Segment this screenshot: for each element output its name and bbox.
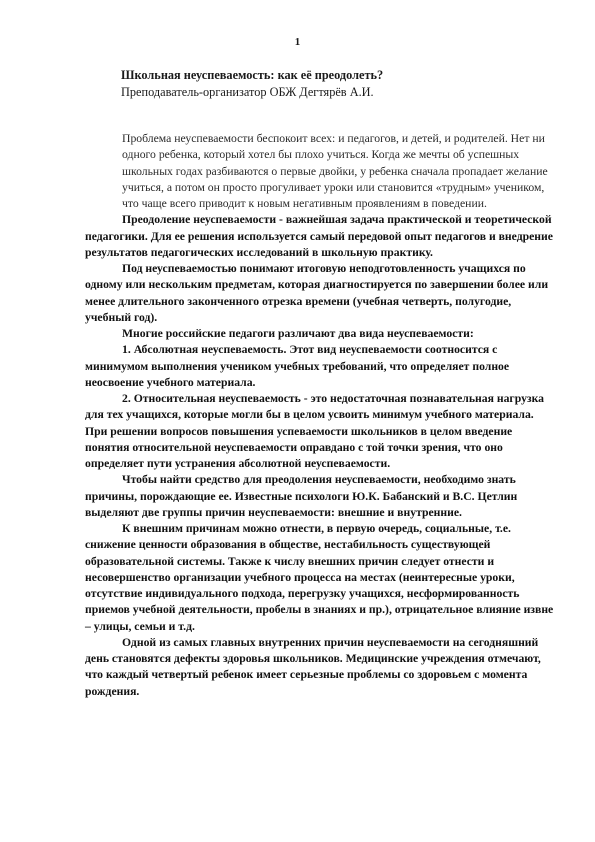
paragraph: Преодоление неуспеваемости - важнейшая задача практической и теоретической педагогики. Для ее решения используется самый передовой опыт педагогов и внедрение результатов педагогических исследований в школьную практику.	[85, 213, 553, 259]
document-title: Школьная неуспеваемость: как её преодолеть?	[121, 68, 384, 82]
document-body	[85, 131, 555, 700]
paragraph: Под неуспеваемостью понимают итоговую неподготовленность учащихся по одному или нескольким предметам, которая диагностируется по завершении более или менее длительного законченного отрезка времени (учебная четверть, полугодие, учебный год).	[85, 262, 549, 324]
paragraph: 2. Относительная неуспеваемость - это недостаточная познавательная нагрузка для тех учащихся, которые могли бы в целом усвоить минимум учебного материала. При решении вопросов повышения успеваемости школьников в целом введение понятия относительной неуспеваемости оправдано с той точки зрения, что оно определяет пути устранения абсолютной неуспеваемости.	[85, 392, 545, 470]
paragraph: Чтобы найти средство для преодоления неуспеваемости, необходимо знать причины, порождающие ее. Известные психологи Ю.К. Бабанский и В.С. Цетлин выделяют две группы причин неуспеваемости: внешние и внутренние.	[85, 473, 518, 519]
paragraph: Одной из самых главных внутренних причин неуспеваемости на сегодняшний день становятся дефекты здоровья школьников. Медицинские учреждения отмечают, что каждый четвертый ребенок имеет серьезные проблемы со здоровьем с момента рождения.	[85, 635, 541, 698]
paragraph: К внешним причинам можно отнести, в первую очередь, социальные, т.е. снижение ценности образования в обществе, нестабильность существующей образовательной системы. Также к числу внешних причин следует отнести и несовершенство организации учебного процесса на местах (неинтересные уроки, отсутствие индивидуального подхода, перегрузку учащихся, несформированность приемов учебной деятельности, пробелы в знаниях и пр.), отрицательное влияние извне – улицы, семьи и т.д.	[85, 522, 554, 633]
page-number: 1	[294, 36, 301, 48]
title-block	[121, 67, 541, 101]
paragraph-intro: Проблема неуспеваемости беспокоит всех: и педагогов, и детей, и родителей. Нет ни одного ребенка, который хотел бы плохо учиться. Когда же мечты об успешных школьных годах разбиваются о первые двойки, у ребенка сначала пропадает желание учиться, а потом он просто прогуливает уроки или становится «трудным» учеником, что чаще всего приводит к новым негативным проявлениям в поведении.	[122, 132, 548, 210]
paragraph: 1. Абсолютная неуспеваемость. Этот вид неуспеваемости соотносится с минимумом выполнения учеником учебных требований, что определяет полное неосвоение учебного материала.	[85, 343, 510, 389]
document-author: Преподаватель-организатор ОБЖ Дегтярёв А.И.	[121, 85, 374, 99]
paragraph: Многие российские педагоги различают два вида неуспеваемости:	[122, 327, 474, 340]
